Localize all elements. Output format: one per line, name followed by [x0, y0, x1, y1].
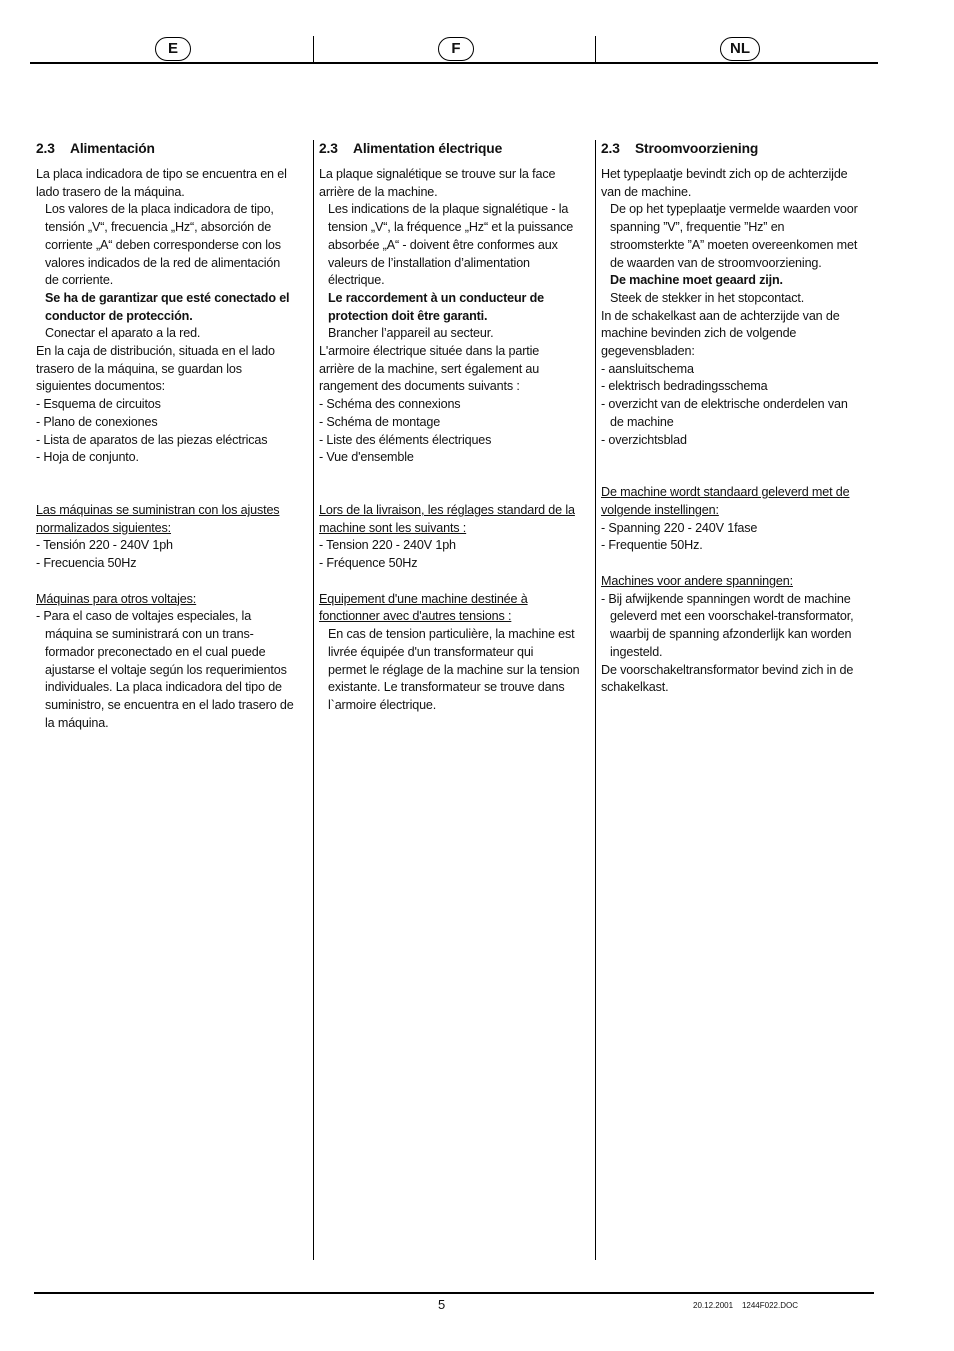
text-line: siguientes documentos: — [36, 379, 166, 394]
text-line: trasero de la máquina, se guardan los — [36, 361, 242, 376]
text-line: La placa indicadora de tipo se encuentra en el — [36, 167, 287, 181]
warning-line: Se ha de garantizar que esté conectado el — [45, 290, 290, 305]
text-line: Brancher l’appareil au secteur. — [328, 326, 494, 341]
text-line: van de machine. — [601, 184, 692, 199]
text-line: tension „V“, la fréquence „Hz“ et la puissance — [328, 220, 574, 235]
text-line: de corriente. — [45, 273, 114, 288]
text-line: ajustarse el voltaje según los requerimientos — [45, 662, 287, 677]
header-divider — [313, 36, 314, 63]
section-number: 2.3 — [319, 141, 338, 156]
text-line: permet le réglage de la machine sur la tension — [328, 662, 580, 677]
document-reference — [693, 1301, 798, 1310]
section-number: 2.3 — [601, 141, 620, 156]
list-item: - Fréquence 50Hz — [319, 556, 418, 571]
list-item: - Frequentie 50Hz. — [601, 538, 703, 553]
list-item: - overzicht van de elektrische onderdelen van — [601, 397, 848, 412]
text-line: arrière de la machine. — [319, 184, 438, 199]
footer-rule — [34, 1292, 874, 1294]
language-badge-fr: F — [438, 37, 474, 61]
text-line: stroomsterkte ”A” moeten overeenkomen met — [610, 237, 858, 252]
subheading-line: volgende instellingen: — [601, 502, 719, 517]
column-dutch — [601, 140, 873, 697]
warning-line: Le raccordement à un conducteur de — [328, 290, 545, 305]
subheading-line: normalizados siguientes: — [36, 520, 172, 535]
section-heading — [601, 140, 873, 160]
language-badge-nl: NL — [720, 37, 760, 61]
text-line: - Para el caso de voltajes especiales, la — [36, 609, 252, 624]
text-line: Les indications de la plaque signalétique - la — [328, 202, 569, 217]
text-line: individuales. La placa indicadora del tipo de — [45, 680, 282, 695]
column-spanish — [36, 140, 308, 732]
list-item: - Lista de aparatos de las piezas eléctricas — [36, 432, 268, 447]
list-item: - aansluitschema — [601, 361, 694, 376]
warning-line: De machine moet geaard zijn. — [610, 273, 783, 288]
section-heading — [319, 140, 591, 160]
text-line: gegevensbladen: — [601, 344, 695, 359]
list-item: - elektrisch bedradingsschema — [601, 379, 768, 394]
text-line: formador preconectado en el cual puede — [45, 644, 266, 659]
list-item: - Plano de conexiones — [36, 414, 158, 429]
text-line: valeurs de l’installation d’alimentation — [328, 255, 530, 270]
subheading-line: Máquinas para otros voltajes: — [36, 591, 197, 606]
text-line: La plaque signalétique se trouve sur la face — [319, 167, 556, 181]
section-title: Stroomvoorziening — [635, 141, 759, 156]
text-line: rangement des documents suivants : — [319, 379, 520, 394]
text-line: En cas de tension particulière, la machine est — [328, 627, 575, 642]
column-divider — [313, 140, 314, 1260]
document-date: 20.12.2001 — [693, 1301, 734, 1310]
text-line: L'armoire électrique située dans la partie — [319, 344, 540, 359]
text-line: Het typeplaatje bevindt zich op de achterzijde — [601, 167, 848, 181]
subheading-line: De machine wordt standaard geleverd met de — [601, 485, 850, 500]
list-item: - Frecuencia 50Hz — [36, 556, 137, 571]
text-line: livrée équipée d'un transformateur qui — [328, 644, 534, 659]
text-line: existante. Le transformateur se trouve dans — [328, 680, 565, 695]
subheading-line: Las máquinas se suministran con los ajustes — [36, 502, 280, 517]
document-filename: 1244F022.DOC — [741, 1301, 798, 1310]
text-line: la máquina. — [45, 715, 109, 730]
text-line: absorbée „A“ - doivent être conformes aux — [328, 237, 558, 252]
subheading-line: Equipement d'une machine destinée à — [319, 591, 528, 606]
text-line: schakelkast. — [601, 680, 669, 695]
list-item: - Tensión 220 - 240V 1ph — [36, 538, 173, 553]
list-item: - Tension 220 - 240V 1ph — [319, 538, 456, 553]
text-line: In de schakelkast aan de achterzijde van de — [601, 308, 840, 323]
text-line: Steek de stekker in het stopcontact. — [610, 290, 805, 305]
list-item: - Spanning 220 - 240V 1fase — [601, 520, 758, 535]
text-line: de waarden van de stroomvoorziening. — [610, 255, 822, 270]
warning-line: conductor de protección. — [45, 308, 193, 323]
text-line: corriente „A“ deben corresponderse con los — [45, 237, 281, 252]
header-rule — [30, 62, 878, 64]
column-french — [319, 140, 591, 715]
section-number: 2.3 — [36, 141, 55, 156]
section-title: Alimentación — [70, 141, 155, 156]
header-divider — [595, 36, 596, 63]
subheading-line: fonctionner avec d'autres tensions : — [319, 609, 512, 624]
list-item: - Vue d'ensemble — [319, 450, 414, 465]
list-item: - Esquema de circuitos — [36, 397, 161, 412]
list-item: - Liste des éléments électriques — [319, 432, 492, 447]
section-heading — [36, 140, 308, 160]
list-item: - Schéma des connexions — [319, 397, 461, 412]
text-line: lado trasero de la máquina. — [36, 184, 185, 199]
text-line: valores indicados de la red de alimentación — [45, 255, 281, 270]
page-number: 5 — [438, 1297, 446, 1312]
text-line: máquina se suministrará con un trans- — [45, 627, 254, 642]
text-line: geleverd met een voorschakel-transformator, — [610, 609, 854, 624]
text-line: Los valores de la placa indicadora de tipo, — [45, 202, 274, 217]
subheading-line: machine sont les suivants : — [319, 520, 467, 535]
text-line: spanning ”V”, frequentie ”Hz” en — [610, 220, 785, 235]
warning-line: protection doit être garanti. — [328, 308, 488, 323]
text-line: ingesteld. — [610, 644, 663, 659]
text-line: Conectar el aparato a la red. — [45, 326, 201, 341]
text-line: waarbij de spanning afzonderlijk kan worden — [610, 627, 852, 642]
text-line: De voorschakeltransformator bevind zich in de — [601, 662, 854, 677]
text-line: suministro, se encuentra en el lado trasero de — [45, 697, 294, 712]
text-line: - Bij afwijkende spanningen wordt de machine — [601, 591, 851, 606]
text-line: De op het typeplaatje vermelde waarden voor — [610, 202, 858, 217]
column-divider — [595, 140, 596, 1260]
subheading-line: Machines voor andere spanningen: — [601, 574, 793, 589]
list-item: - overzichtsblad — [601, 432, 687, 447]
list-item: de machine — [610, 414, 674, 429]
list-item: - Hoja de conjunto. — [36, 450, 139, 465]
text-line: électrique. — [328, 273, 385, 288]
language-badge-es: E — [155, 37, 191, 61]
section-title: Alimentation électrique — [353, 141, 503, 156]
text-line: machine bevinden zich de volgende — [601, 326, 797, 341]
text-line: l`armoire électrique. — [328, 697, 437, 712]
text-line: tensión „V“, frecuencia „Hz“, absorción de — [45, 220, 272, 235]
subheading-line: Lors de la livraison, les réglages standard de la — [319, 502, 575, 517]
text-line: arrière de la machine, sert également au — [319, 361, 540, 376]
list-item: - Schéma de montage — [319, 414, 441, 429]
text-line: En la caja de distribución, situada en el lado — [36, 344, 275, 359]
